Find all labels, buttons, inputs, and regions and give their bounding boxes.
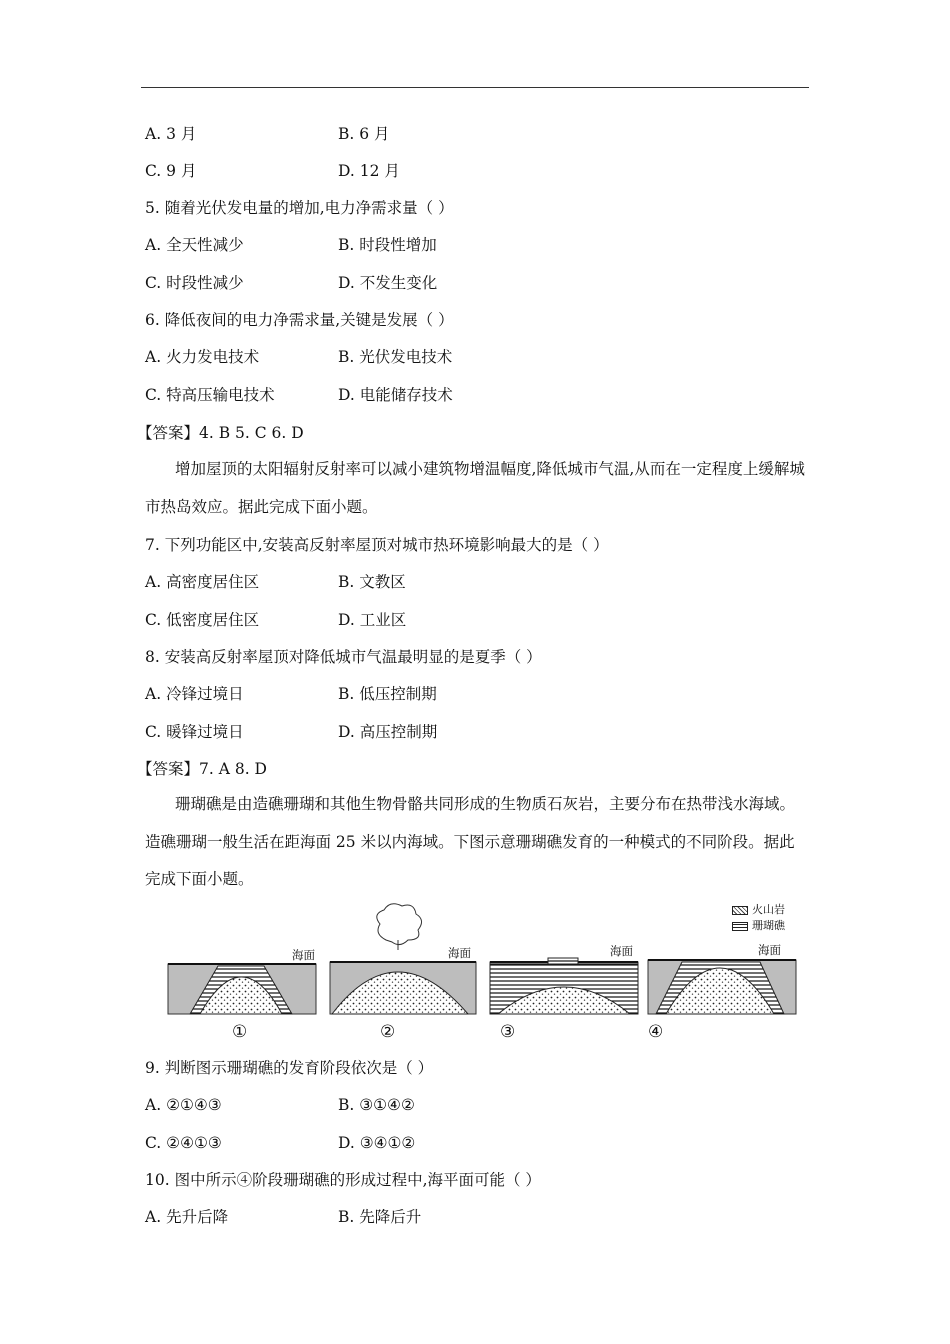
panel-3-diagram	[490, 958, 638, 1014]
q6-option-a: A. 火力发电技术	[145, 348, 260, 366]
q6-option-b: B. 光伏发电技术	[338, 348, 453, 366]
q5-option-b: B. 时段性增加	[338, 236, 437, 254]
q9-option-d: D. ③④①②	[338, 1134, 416, 1152]
q5-option-d: D. 不发生变化	[338, 274, 438, 292]
q4-option-a: A. 3 月	[145, 125, 197, 143]
coral-reef-diagram	[160, 900, 800, 1050]
q8-option-d: D. 高压控制期	[338, 723, 438, 741]
panel-1-diagram	[168, 964, 316, 1014]
legend-volcanic-rock	[732, 902, 785, 918]
q6-stem: 6. 降低夜间的电力净需求量,关键是发展（ ）	[145, 311, 454, 329]
q7-option-b: B. 文教区	[338, 573, 406, 591]
sea-label-1: 海面	[292, 948, 315, 962]
q10-option-a: A. 先升后降	[145, 1208, 229, 1226]
q10-option-b: B. 先降后升	[338, 1208, 422, 1226]
q5-option-a: A. 全天性减少	[145, 236, 244, 254]
legend-label: 火山岩	[752, 903, 785, 916]
q9-option-c: C. ②④①③	[145, 1134, 222, 1152]
sea-label-3: 海面	[610, 944, 633, 958]
coral-reef-swatch	[732, 922, 748, 931]
legend-label: 珊瑚礁	[752, 919, 785, 932]
q5-stem: 5. 随着光伏发电量的增加,电力净需求量（ ）	[145, 199, 454, 217]
answer-4-6: 【答案】4. B 5. C 6. D	[137, 424, 304, 442]
q8-option-a: A. 冷锋过境日	[145, 685, 244, 703]
figure-legend	[732, 902, 785, 934]
q10-stem: 10. 图中所示④阶段珊瑚礁的形成过程中,海平面可能（ ）	[145, 1171, 541, 1189]
q8-option-c: C. 暖锋过境日	[145, 723, 244, 741]
header-rule	[141, 87, 809, 88]
coral-reef-figure	[160, 900, 800, 1050]
q7-option-c: C. 低密度居住区	[145, 611, 260, 629]
q8-stem: 8. 安装高反射率屋顶对降低城市气温最明显的是夏季（ ）	[145, 648, 542, 666]
volcanic-rock-swatch	[732, 906, 748, 915]
q8-option-b: B. 低压控制期	[338, 685, 437, 703]
answer-7-8: 【答案】7. A 8. D	[137, 760, 267, 778]
q7-option-a: A. 高密度居住区	[145, 573, 260, 591]
passage-reflective-roof: 增加屋顶的太阳辐射反射率可以减小建筑物增温幅度,降低城市气温,从而在一定程度上缓解城市热岛效应。据此完成下面小题。	[145, 460, 805, 516]
panel-label-3: ③	[500, 1022, 516, 1042]
panel-label-2: ②	[380, 1022, 396, 1042]
passage-coral-reef: 珊瑚礁是由造礁珊瑚和其他生物骨骼共同形成的生物质石灰岩，主要分布在热带浅水海域。造礁珊瑚一般生活在距海面 25 米以内海域。下图示意珊瑚礁发育的一种模式的不同阶段。据此完成下面小题。	[145, 795, 796, 888]
sea-label-4: 海面	[758, 943, 781, 957]
q6-option-d: D. 电能储存技术	[338, 386, 453, 404]
panel-label-4: ④	[648, 1022, 664, 1042]
q7-option-d: D. 工业区	[338, 611, 407, 629]
q4-option-b: B. 6 月	[338, 125, 390, 143]
q9-option-b: B. ③①④②	[338, 1096, 415, 1114]
q5-option-c: C. 时段性减少	[145, 274, 244, 292]
q4-option-c: C. 9 月	[145, 162, 197, 180]
q9-option-a: A. ②①④③	[145, 1096, 222, 1114]
q6-option-c: C. 特高压输电技术	[145, 386, 275, 404]
panel-label-1: ①	[232, 1022, 248, 1042]
q4-option-d: D. 12 月	[338, 162, 400, 180]
q7-stem: 7. 下列功能区中,安装高反射率屋顶对城市热环境影响最大的是（ ）	[145, 536, 609, 554]
q9-stem: 9. 判断图示珊瑚礁的发育阶段依次是（ ）	[145, 1059, 434, 1077]
panel-4-diagram	[648, 960, 796, 1014]
legend-coral-reef	[732, 918, 785, 934]
sea-label-2: 海面	[448, 946, 471, 960]
